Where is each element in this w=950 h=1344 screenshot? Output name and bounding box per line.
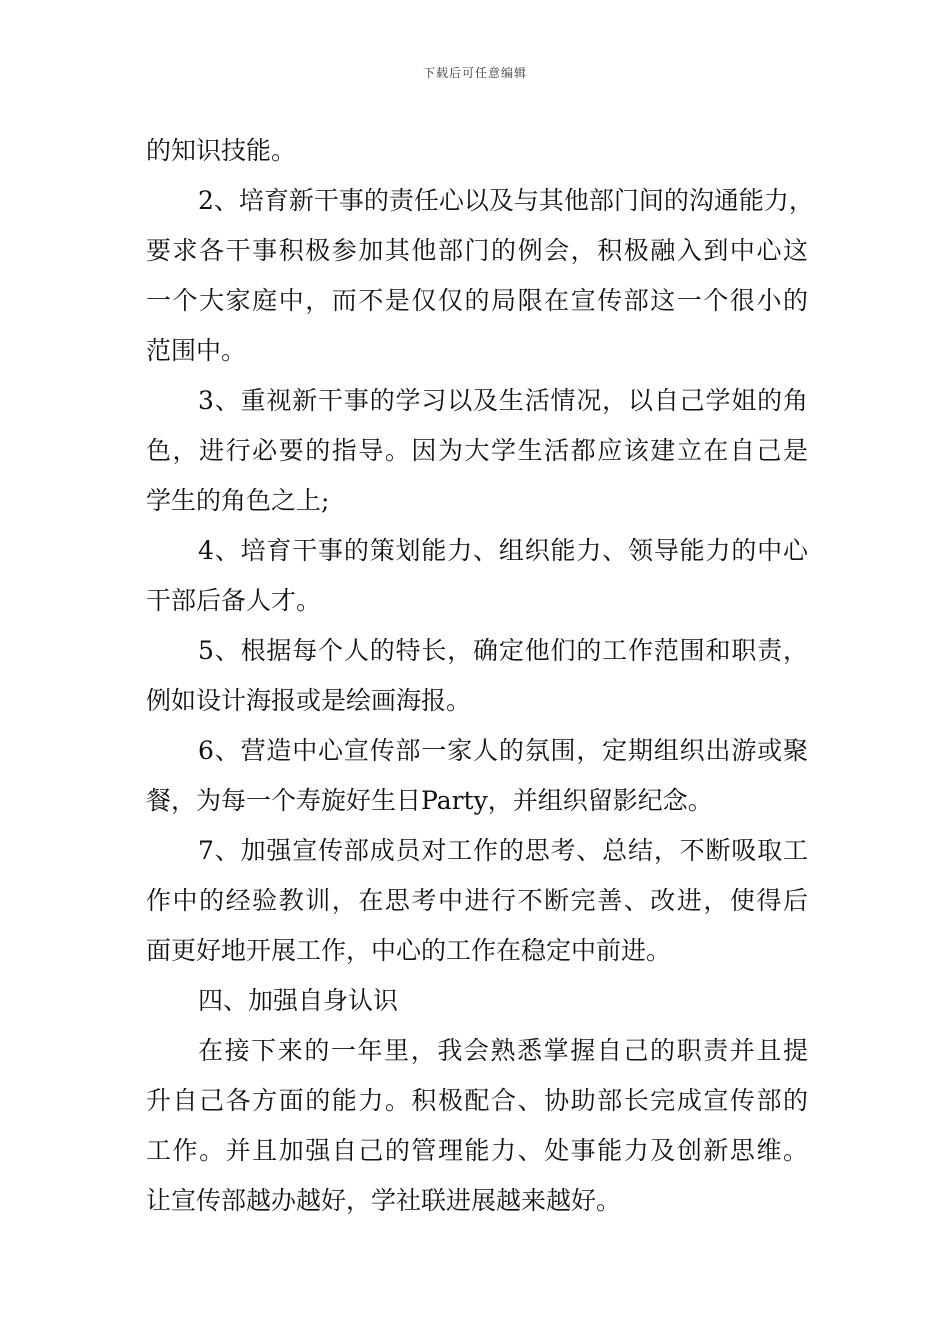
text-line: 7、加强宣传部成员对工作的思考、总结，不断吸取工	[198, 836, 808, 865]
text-line: 餐，为每一个寿旋好生日Party，并组织留影纪念。	[146, 786, 713, 815]
text-line: 升自己各方面的能力。积极配合、协助部长完成宣传部的	[146, 1086, 808, 1115]
text-line: 3、重视新干事的学习以及生活情况，以自己学姐的角	[198, 386, 808, 415]
text-line: 要求各干事积极参加其他部门的例会，积极融入到中心这	[146, 236, 808, 265]
text-line: 干部后备人才。	[146, 586, 322, 615]
text-line: 一个大家庭中，而不是仅仅的局限在宣传部这一个很小的	[146, 286, 808, 315]
text-line: 作中的经验教训，在思考中进行不断完善、改进，使得后	[146, 886, 808, 915]
text-line: 5、根据每个人的特长，确定他们的工作范围和职责，	[198, 636, 808, 665]
text-line: 2、培育新干事的责任心以及与其他部门间的沟通能力，	[198, 186, 814, 215]
text-line: 范围中。	[146, 336, 247, 365]
section-heading: 四、加强自身认识	[198, 986, 399, 1015]
text-line: 4、培育干事的策划能力、组织能力、领导能力的中心	[198, 536, 808, 565]
text-line: 工作。并且加强自己的管理能力、处事能力及创新思维。	[146, 1136, 808, 1165]
document-body	[146, 126, 814, 1226]
text-line: 让宣传部越办越好，学社联进展越来越好。	[146, 1186, 622, 1215]
text-line: 例如设计海报或是绘画海报。	[146, 686, 472, 715]
text-line: 学生的角色之上;	[146, 486, 330, 515]
page-header-note: 下载后可任意编辑	[422, 66, 527, 80]
text-line: 面更好地开展工作，中心的工作在稳定中前进。	[146, 936, 672, 965]
text-line: 色，进行必要的指导。因为大学生活都应该建立在自己是	[146, 436, 808, 465]
text-line: 6、营造中心宣传部一家人的氛围，定期组织出游或聚	[198, 736, 808, 765]
text-line: 在接下来的一年里，我会熟悉掌握自己的职责并且提	[198, 1036, 808, 1065]
text-line: 的知识技能。	[146, 136, 297, 165]
